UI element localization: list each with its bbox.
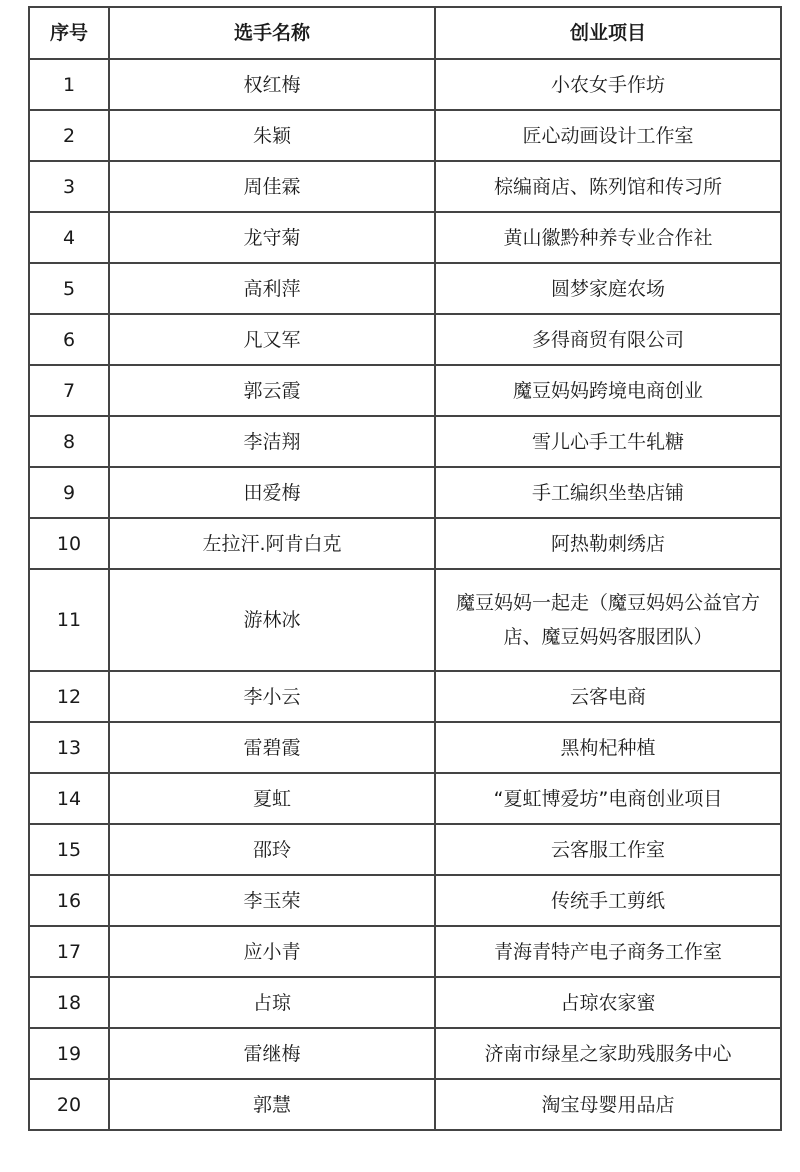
- contestant-name: 周佳霖: [109, 161, 435, 212]
- contestant-name: 雷继梅: [109, 1028, 435, 1079]
- row-number: 9: [29, 467, 109, 518]
- contestant-name: 高利萍: [109, 263, 435, 314]
- table-row: [29, 926, 781, 977]
- startup-project: 雪儿心手工牛轧糖: [435, 416, 781, 467]
- table-row: [29, 59, 781, 110]
- table-row: [29, 263, 781, 314]
- contestant-name: 李小云: [109, 671, 435, 722]
- row-number: 17: [29, 926, 109, 977]
- contestant-name: 凡又军: [109, 314, 435, 365]
- startup-project: 济南市绿星之家助残服务中心: [435, 1028, 781, 1079]
- startup-project: 魔豆妈妈跨境电商创业: [435, 365, 781, 416]
- startup-project: 青海青特产电子商务工作室: [435, 926, 781, 977]
- table-row: [29, 365, 781, 416]
- table-row: [29, 110, 781, 161]
- startup-project: 匠心动画设计工作室: [435, 110, 781, 161]
- table-row: [29, 518, 781, 569]
- startup-project: 棕编商店、陈列馆和传习所: [435, 161, 781, 212]
- row-number: 20: [29, 1079, 109, 1130]
- row-number: 1: [29, 59, 109, 110]
- row-number: 6: [29, 314, 109, 365]
- table-row: [29, 467, 781, 518]
- contestant-name: 应小青: [109, 926, 435, 977]
- contestant-name: 田爱梅: [109, 467, 435, 518]
- contestant-name: 李洁翔: [109, 416, 435, 467]
- row-number: 11: [29, 569, 109, 671]
- startup-project: 传统手工剪纸: [435, 875, 781, 926]
- row-number: 10: [29, 518, 109, 569]
- startup-project: 云客服工作室: [435, 824, 781, 875]
- startup-project: 小农女手作坊: [435, 59, 781, 110]
- header-startup-project: 创业项目: [435, 7, 781, 59]
- contestant-name: 左拉汗.阿肯白克: [109, 518, 435, 569]
- row-number: 14: [29, 773, 109, 824]
- contestant-name: 权红梅: [109, 59, 435, 110]
- row-number: 19: [29, 1028, 109, 1079]
- row-number: 13: [29, 722, 109, 773]
- table-row: [29, 722, 781, 773]
- row-number: 3: [29, 161, 109, 212]
- table-row: [29, 671, 781, 722]
- startup-project: 黄山徽黔种养专业合作社: [435, 212, 781, 263]
- startup-project: 占琼农家蜜: [435, 977, 781, 1028]
- row-number: 7: [29, 365, 109, 416]
- startup-project: 魔豆妈妈一起走（魔豆妈妈公益官方店、魔豆妈妈客服团队）: [435, 569, 781, 671]
- table-row: [29, 773, 781, 824]
- startup-project: 圆梦家庭农场: [435, 263, 781, 314]
- table-row: [29, 314, 781, 365]
- row-number: 12: [29, 671, 109, 722]
- startup-project: 手工编织坐垫店铺: [435, 467, 781, 518]
- header-contestant-name: 选手名称: [109, 7, 435, 59]
- table-row: [29, 977, 781, 1028]
- header-number: 序号: [29, 7, 109, 59]
- row-number: 2: [29, 110, 109, 161]
- row-number: 18: [29, 977, 109, 1028]
- contestant-name: 李玉荣: [109, 875, 435, 926]
- table-row: [29, 212, 781, 263]
- table-header-row: [29, 7, 781, 59]
- startup-project: 淘宝母婴用品店: [435, 1079, 781, 1130]
- row-number: 4: [29, 212, 109, 263]
- startup-project: 云客电商: [435, 671, 781, 722]
- table-row: [29, 824, 781, 875]
- startup-project: 阿热勒刺绣店: [435, 518, 781, 569]
- table-row: [29, 1079, 781, 1130]
- contestant-name: 雷碧霞: [109, 722, 435, 773]
- table-row: [29, 875, 781, 926]
- contestant-name: 朱颖: [109, 110, 435, 161]
- row-number: 8: [29, 416, 109, 467]
- contestant-name: 占琼: [109, 977, 435, 1028]
- table-row: [29, 161, 781, 212]
- contestant-name: 夏虹: [109, 773, 435, 824]
- contestant-table: [28, 6, 782, 1131]
- contestant-name: 邵玲: [109, 824, 435, 875]
- contestant-name: 游林冰: [109, 569, 435, 671]
- table-row: [29, 1028, 781, 1079]
- row-number: 15: [29, 824, 109, 875]
- row-number: 16: [29, 875, 109, 926]
- startup-project: 黑枸杞种植: [435, 722, 781, 773]
- startup-project: 多得商贸有限公司: [435, 314, 781, 365]
- row-number: 5: [29, 263, 109, 314]
- startup-project: “夏虹博爱坊”电商创业项目: [435, 773, 781, 824]
- contestant-name: 郭云霞: [109, 365, 435, 416]
- contestant-name: 郭慧: [109, 1079, 435, 1130]
- contestant-name: 龙守菊: [109, 212, 435, 263]
- table-row: [29, 569, 781, 671]
- table-row: [29, 416, 781, 467]
